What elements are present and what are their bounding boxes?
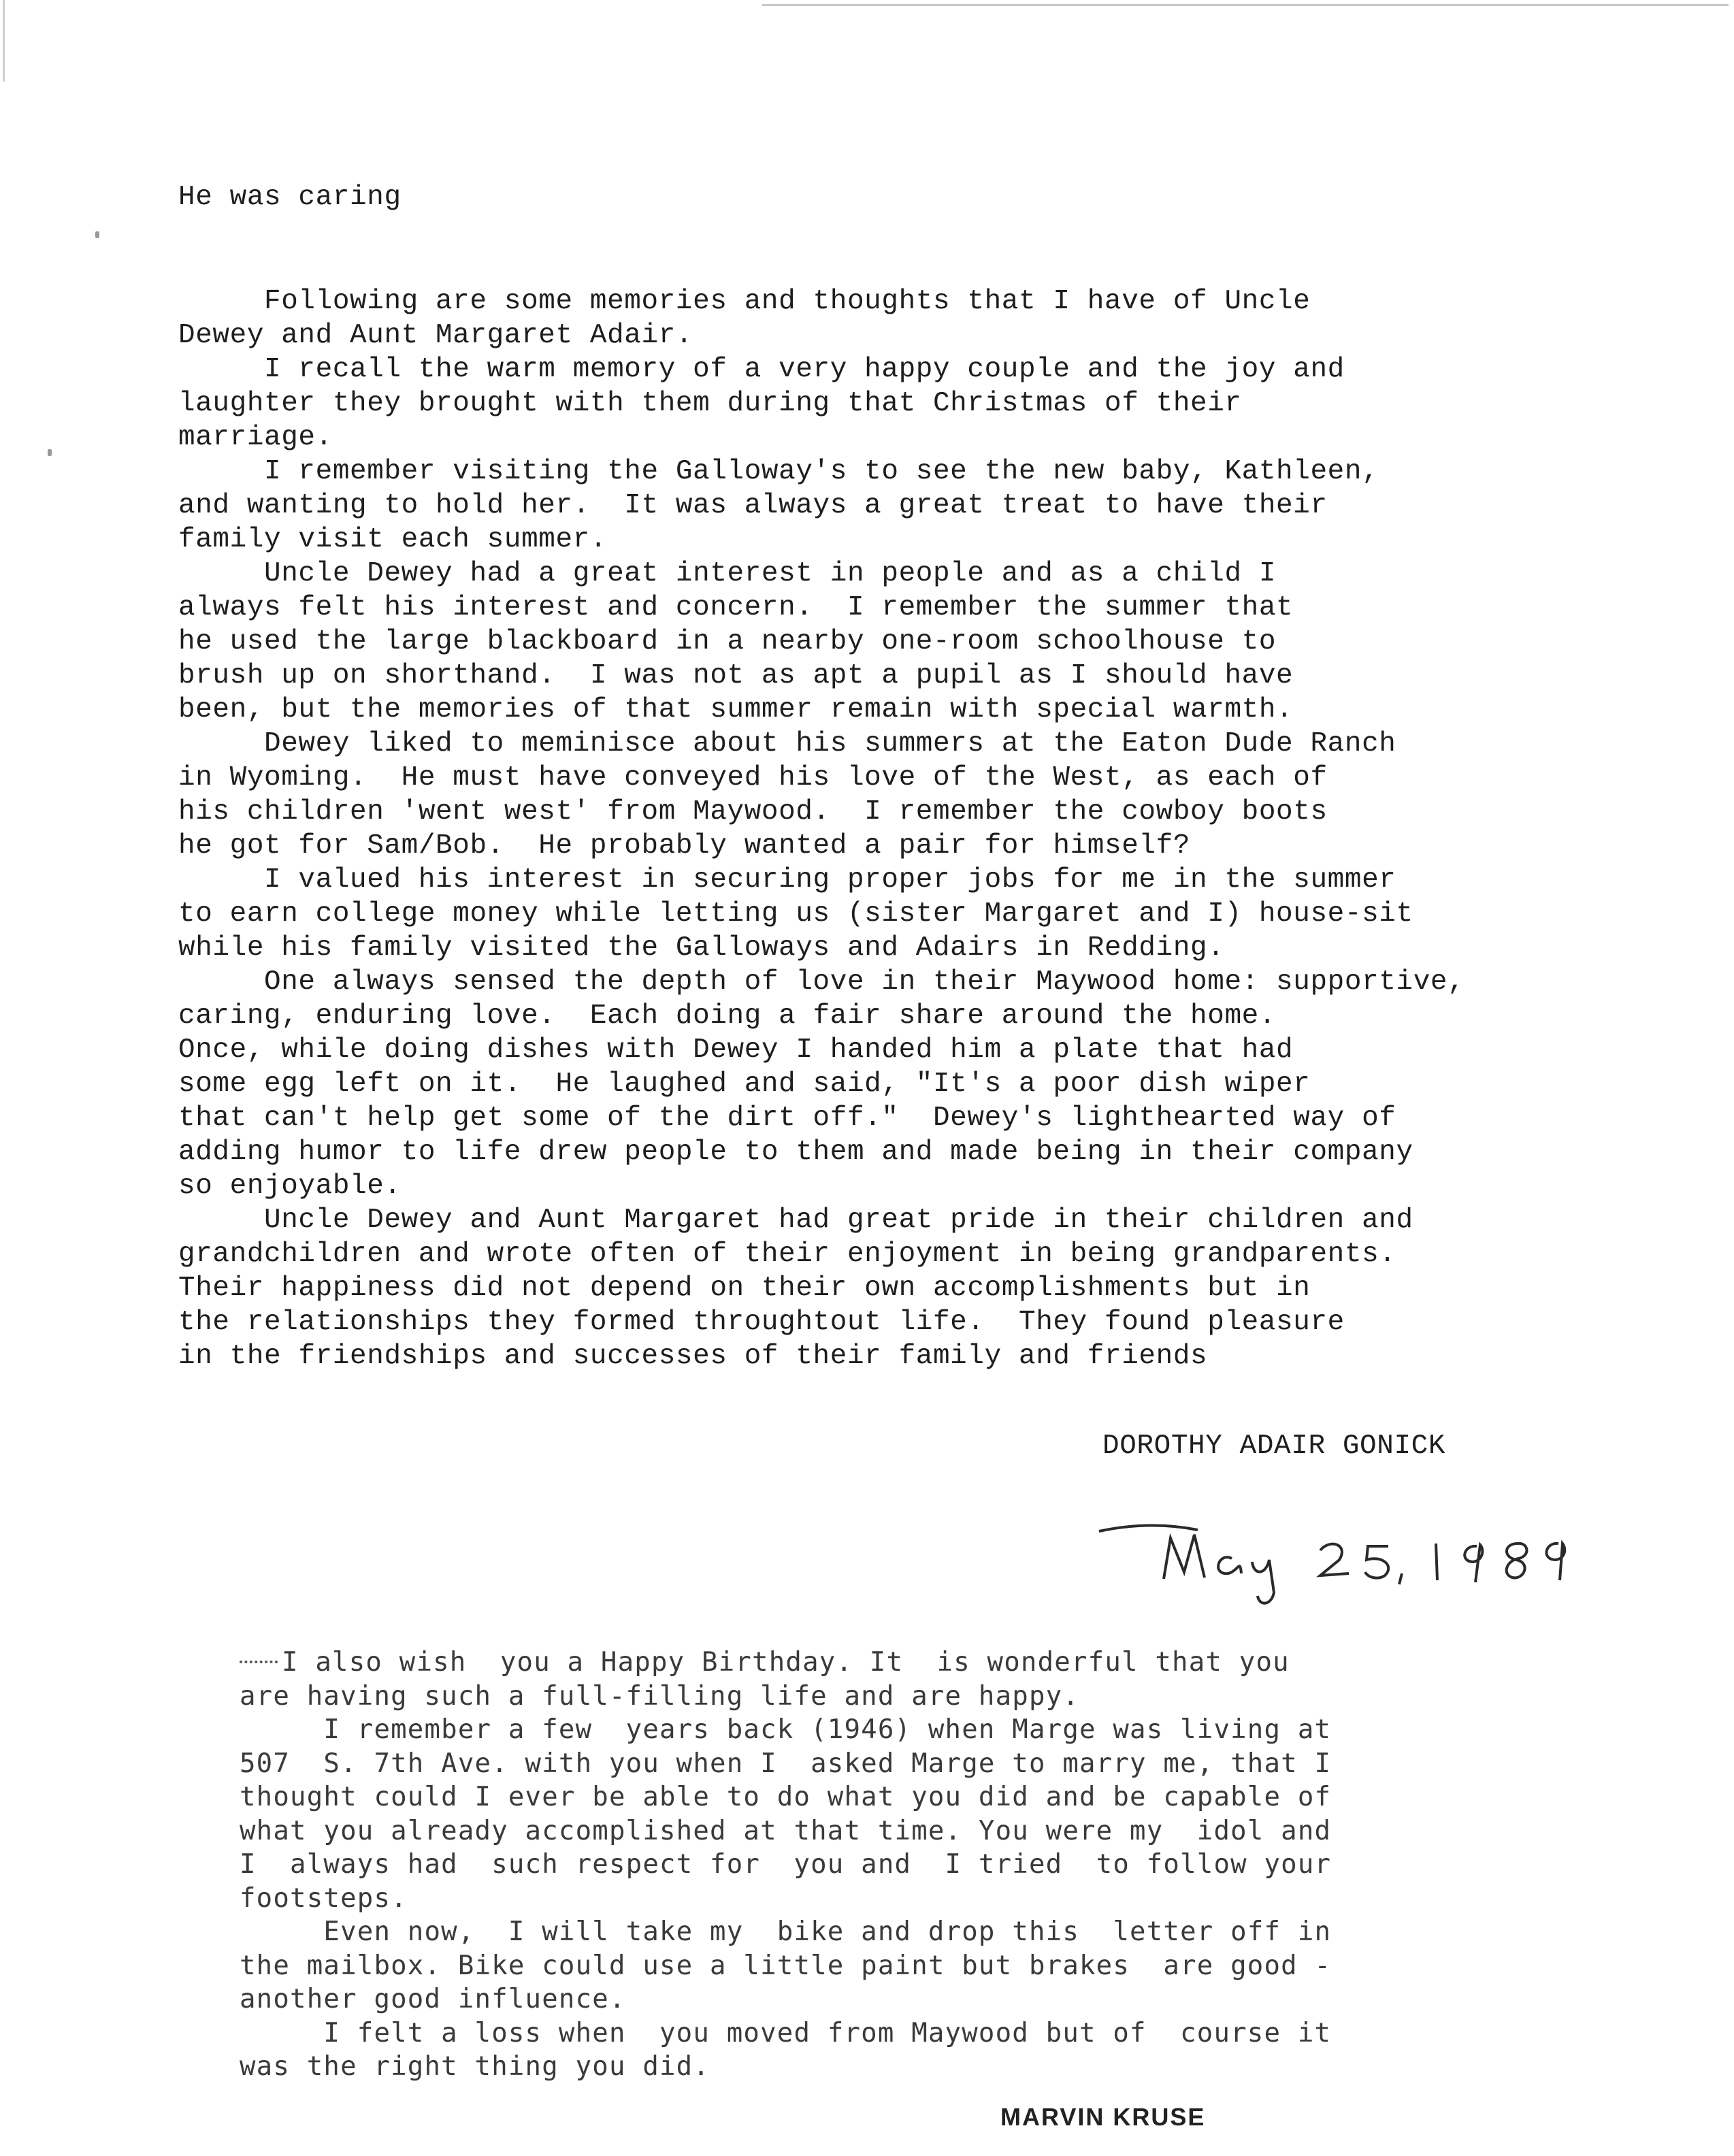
scan-speck: [95, 231, 99, 238]
text-line: he got for Sam/Bob. He probably wanted a pair for himself?: [178, 830, 1191, 862]
handwritten-date: [1096, 1497, 1572, 1613]
text-line: was the right thing you did.: [240, 2051, 710, 2082]
text-line: to earn college money while letting us (sister Margaret and I) house-sit: [178, 898, 1413, 930]
text-line: I remember visiting the Galloway's to see the new baby, Kathleen,: [178, 456, 1379, 487]
text-line: Dewey and Aunt Margaret Adair.: [178, 320, 693, 351]
text-line: I felt a loss when you moved from Maywood but of course it: [240, 2017, 1332, 2048]
text-line: I recall the warm memory of a very happy couple and the joy and: [178, 354, 1345, 385]
text-line: thought could I ever be able to do what you did and be capable of: [240, 1782, 1332, 1812]
text-line: laughter they brought with them during that Christmas of their: [178, 388, 1242, 419]
text-line: some egg left on it. He laughed and said, "It's a poor dish wiper: [178, 1068, 1311, 1100]
text-line: adding humor to life drew people to them and made being in their company: [178, 1137, 1413, 1168]
text-line: been, but the memories of that summer remain with special warmth.: [178, 694, 1294, 725]
text-line: One always sensed the depth of love in their Maywood home: supportive,: [178, 966, 1465, 998]
text-line: Their happiness did not depend on their own accomplishments but in: [178, 1273, 1311, 1304]
scan-speck: [48, 449, 52, 456]
scan-edge-line-left: [3, 0, 5, 82]
text-line: I valued his interest in securing proper jobs for me in the summer: [178, 864, 1396, 896]
text-line: caring, enduring love. Each doing a fair share around the home.: [178, 1000, 1277, 1032]
text-line: the relationships they formed throughtout life. They found pleasure: [178, 1307, 1345, 1338]
text-line: marriage.: [178, 422, 333, 453]
text-line: always felt his interest and concern. I remember the summer that: [178, 592, 1294, 623]
text-line: Dewey liked to meminisce about his summers at the Eaton Dude Ranch: [178, 728, 1396, 760]
text-line: in the friendships and successes of their family and friends: [178, 1341, 1208, 1372]
text-line: Uncle Dewey and Aunt Margaret had great pride in their children and: [178, 1205, 1413, 1236]
text-line: what you already accomplished at that time. You were my idol and: [240, 1815, 1332, 1846]
text-line: brush up on shorthand. I was not as apt a pupil as I should have: [178, 660, 1294, 691]
signature-marvin: MARVIN KRUSE: [1000, 2103, 1206, 2131]
text-line: 507 S. 7th Ave. with you when I asked Marge to marry me, that I: [240, 1748, 1332, 1779]
text-line: I always had such respect for you and I tried to follow your: [240, 1849, 1332, 1880]
text-line: I remember a few years back (1946) when Marge was living at: [240, 1714, 1332, 1745]
text-line: grandchildren and wrote often of their enjoyment in being grandparents.: [178, 1239, 1396, 1270]
text-line-content: I also wish you a Happy Birthday. It is wonderful that you: [282, 1647, 1290, 1678]
dash-mark: [240, 1661, 278, 1667]
text-line: [240, 1646, 1331, 1680]
text-line: that can't help get some of the dirt off." Dewey's lighthearted way of: [178, 1102, 1396, 1134]
scan-edge-line: [762, 4, 1729, 6]
text-line: Uncle Dewey had a great interest in people and as a child I: [178, 558, 1277, 589]
text-line: the mailbox. Bike could use a little paint but brakes are good -: [240, 1950, 1332, 1981]
text-line: while his family visited the Galloways and Adairs in Redding.: [178, 932, 1225, 964]
text-line: in Wyoming. He must have conveyed his love of the West, as each of: [178, 762, 1328, 794]
text-line: are having such a full-filling life and are happy.: [240, 1680, 1079, 1712]
text-line: another good influence.: [240, 1984, 626, 2014]
text-line: so enjoyable.: [178, 1171, 402, 1202]
text-line: Even now, I will take my bike and drop this letter off in: [240, 1916, 1332, 1947]
text-line: Once, while doing dishes with Dewey I handed him a plate that had: [178, 1034, 1294, 1066]
page-heading: He was caring: [178, 182, 402, 213]
handwritten-date-drawing: [1096, 1497, 1572, 1613]
text-line: his children 'went west' from Maywood. I remember the cowboy boots: [178, 796, 1328, 828]
text-line: family visit each summer.: [178, 524, 608, 555]
memories-text: [178, 284, 1465, 1373]
text-line: he used the large blackboard in a nearby one-room schoolhouse to: [178, 626, 1277, 657]
text-line: and wanting to hold her. It was always a great treat to have their: [178, 490, 1328, 521]
second-letter-text: [240, 1646, 1331, 2084]
text-line: Following are some memories and thoughts that I have of Uncle: [178, 286, 1311, 317]
signature-dorothy: DOROTHY ADAIR GONICK: [1102, 1431, 1446, 1462]
text-line: footsteps.: [240, 1882, 408, 1914]
